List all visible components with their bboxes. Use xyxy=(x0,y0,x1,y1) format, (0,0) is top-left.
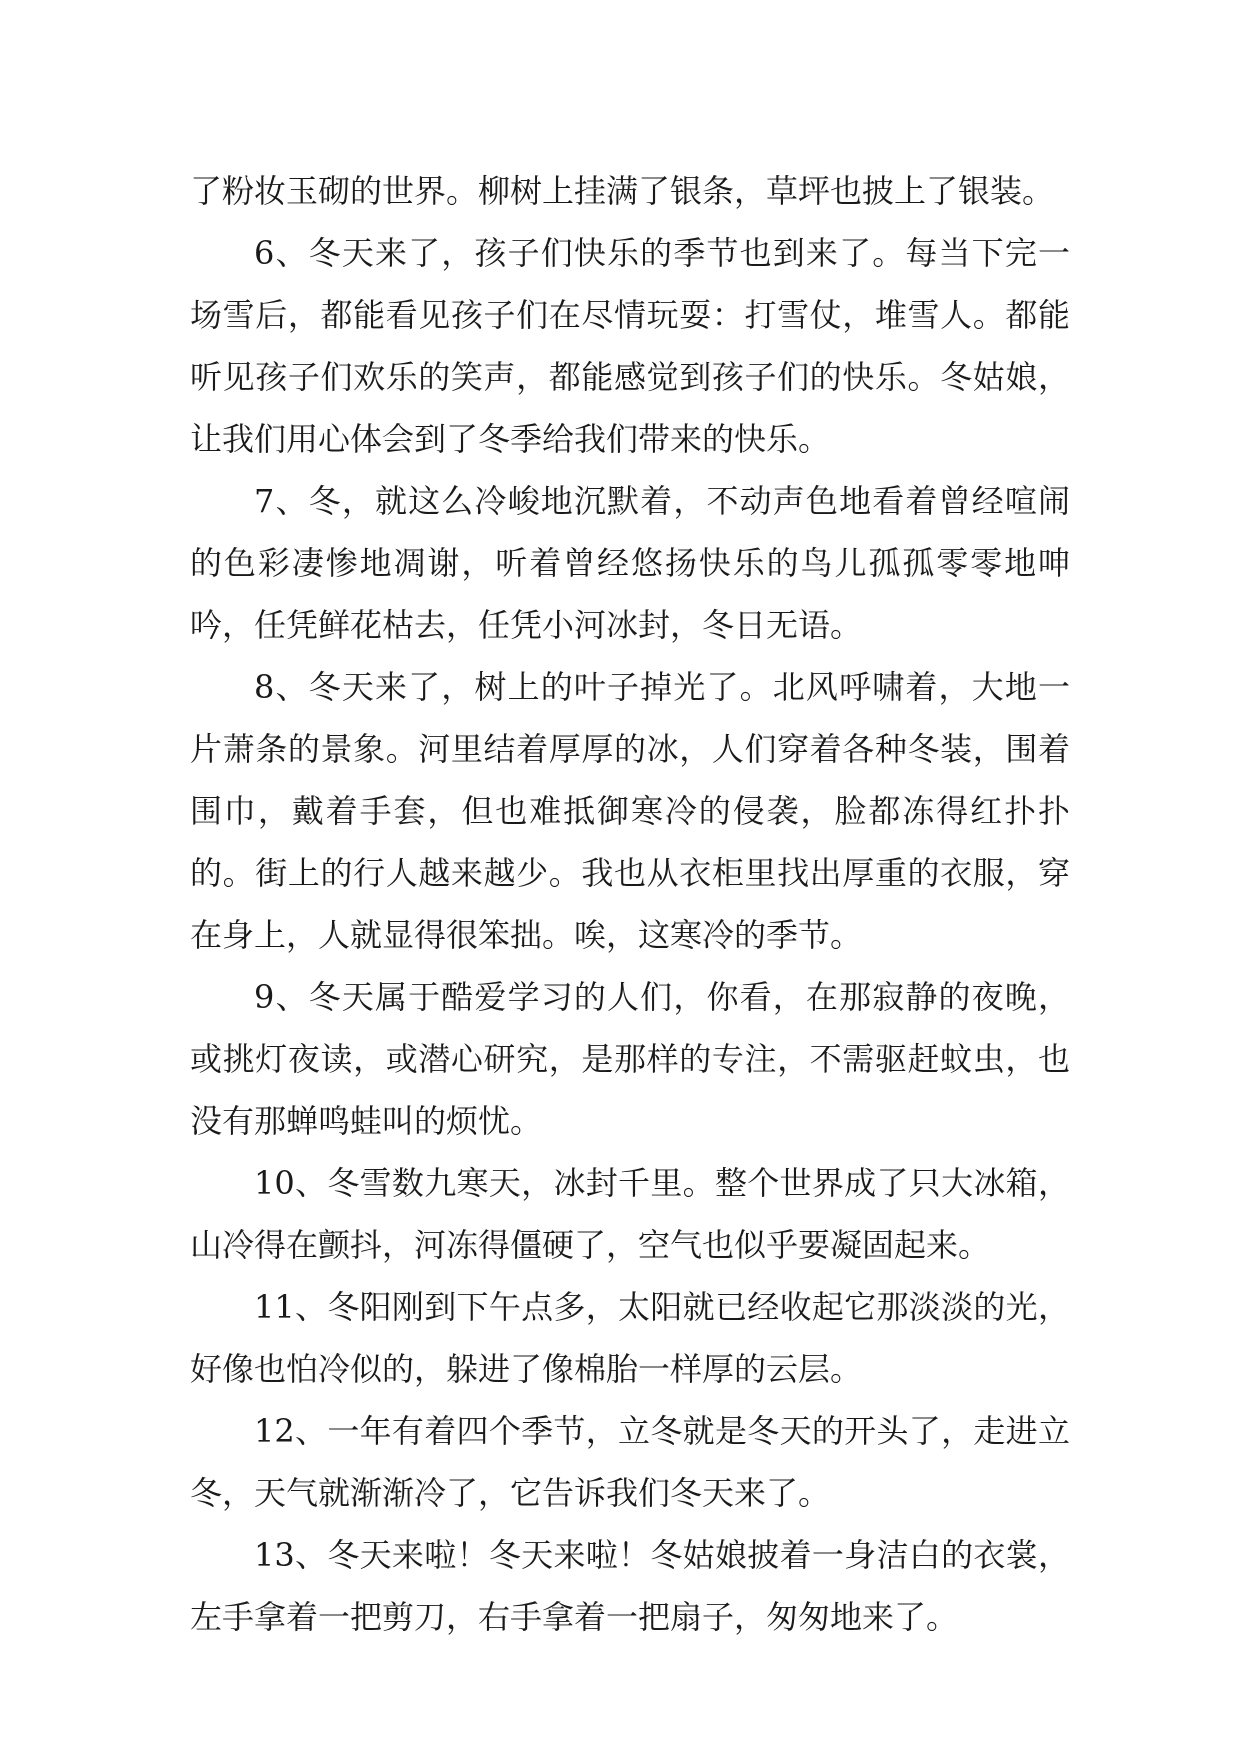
paragraph-12: 12、一年有着四个季节，立冬就是冬天的开头了，走进立冬，天气就渐渐冷了，它告诉我们冬天来了。 xyxy=(190,1412,1070,1512)
paragraph-6: 6、冬天来了，孩子们快乐的季节也到来了。每当下完一场雪后，都能看见孩子们在尽情玩耍：打雪仗，堆雪人。都能听见孩子们欢乐的笑声，都能感觉到孩子们的快乐。冬姑娘，让我们用心体会到了冬季给我们带来的快乐。 xyxy=(190,234,1070,458)
paragraph-7: 7、冬，就这么冷峻地沉默着，不动声色地看着曾经喧闹的色彩凄惨地凋谢，听着曾经悠扬快乐的鸟儿孤孤零零地呻吟，任凭鲜花枯去，任凭小河冰封，冬日无语。 xyxy=(190,482,1070,644)
paragraph-11: 11、冬阳刚到下午点多，太阳就已经收起它那淡淡的光，好像也怕冷似的，躲进了像棉胎一样厚的云层。 xyxy=(190,1288,1070,1388)
paragraph-8: 8、冬天来了，树上的叶子掉光了。北风呼啸着，大地一片萧条的景象。河里结着厚厚的冰，人们穿着各种冬装，围着围巾，戴着手套，但也难抵御寒冷的侵袭，脸都冻得红扑扑的。街上的行人越来越少。我也从衣柜里找出厚重的衣服，穿在身上，人就显得很笨拙。唉，这寒冷的季节。 xyxy=(190,668,1070,954)
paragraph-9: 9、冬天属于酷爱学习的人们，你看，在那寂静的夜晚，或挑灯夜读，或潜心研究，是那样的专注，不需驱赶蚊虫，也没有那蝉鸣蛙叫的烦忧。 xyxy=(190,978,1070,1140)
paragraph-continued: 了粉妆玉砌的世界。柳树上挂满了银条，草坪也披上了银装。 xyxy=(190,172,1055,210)
document-body xyxy=(190,160,1070,1648)
paragraph-10: 10、冬雪数九寒天，冰封千里。整个世界成了只大冰箱，山冷得在颤抖，河冻得僵硬了，空气也似乎要凝固起来。 xyxy=(190,1164,1070,1264)
paragraph-13: 13、冬天来啦！冬天来啦！冬姑娘披着一身洁白的衣裳，左手拿着一把剪刀，右手拿着一把扇子，匆匆地来了。 xyxy=(190,1536,1070,1636)
